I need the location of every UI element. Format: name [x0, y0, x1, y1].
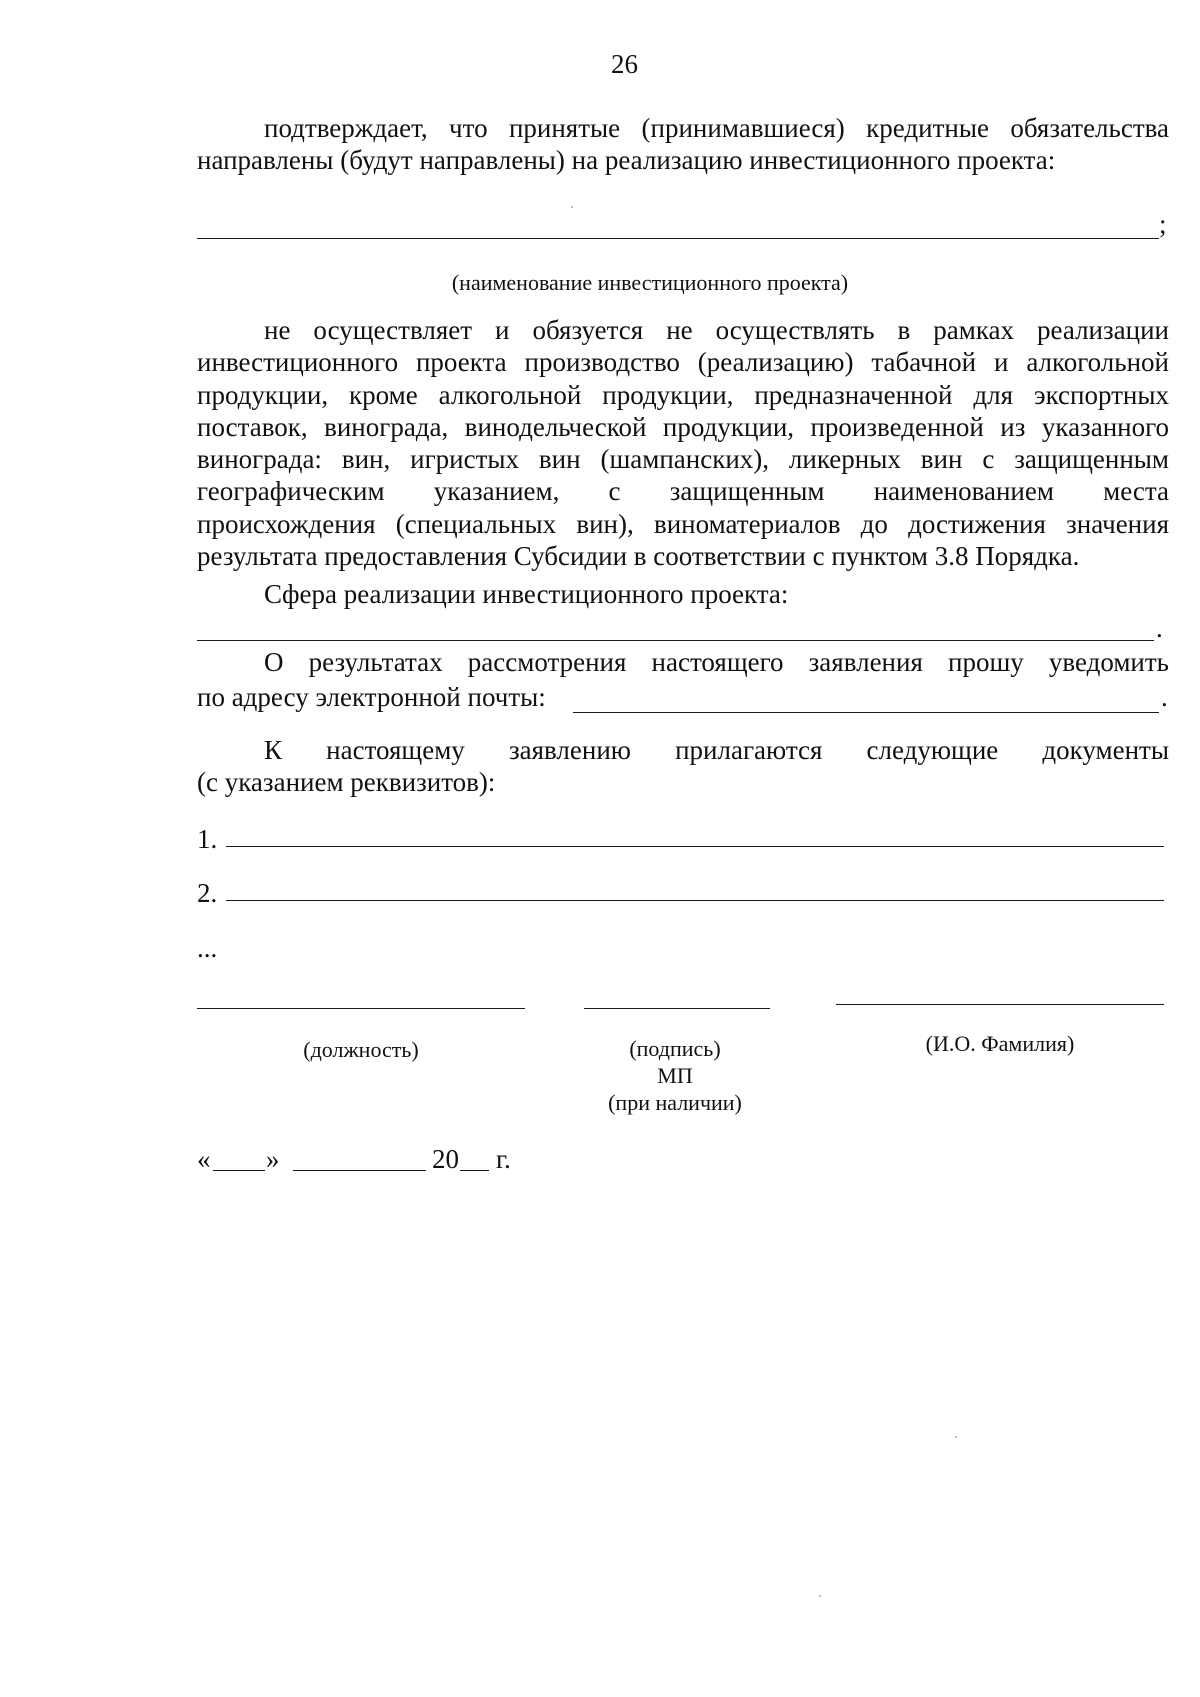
text-line: поставок, винограда, винодельческой продукции, произведенной из указанного [197, 411, 1169, 442]
doc-item-fill-line [226, 846, 1164, 847]
project-line-semicolon: ; [1159, 209, 1167, 239]
name-caption: (И.О. Фамилия) [925, 1031, 1075, 1056]
text-line: К настоящему заявлению прилагаются следующие документы [264, 735, 1169, 765]
text-line: не осуществляет и обязуется не осуществлять в рамках реализации [264, 315, 1169, 345]
text-line: (с указанием реквизитов): [197, 767, 496, 798]
date-close-quote: » [266, 1144, 280, 1174]
paragraph-credit-obligations [197, 112, 1169, 177]
email-label: по адресу электронной почты: [197, 682, 546, 712]
paragraph-attachments [197, 734, 1169, 799]
stamp-note: (при наличии) [608, 1090, 742, 1115]
email-line-period: . [1161, 682, 1168, 712]
position-caption: (должность) [303, 1037, 419, 1062]
date-year-suffix: г. [496, 1144, 511, 1174]
text-line: продукции, кроме алкогольной продукции, предназначенной для экспортных [197, 379, 1169, 410]
scan-speck [571, 206, 573, 208]
paragraph-obligations [197, 314, 1169, 572]
signature-caption: (подпись) [629, 1036, 721, 1061]
doc-item-number: 2. [197, 878, 218, 908]
position-fill-line [197, 1008, 525, 1009]
text-line: винограда: вин, игристых вин (шампанских), ликерных вин с защищенным [197, 444, 1169, 475]
date-month-fill-line [293, 1170, 426, 1171]
scan-speck [819, 1595, 821, 1597]
signature-fill-line [584, 1008, 770, 1009]
sphere-line-period: . [1156, 613, 1163, 643]
text-line: географическим указанием, с защищенным наименованием места [197, 476, 1169, 507]
date-day-fill-line [213, 1170, 265, 1171]
list-ellipsis: ... [197, 933, 218, 963]
text-line: происхождения (специальных вин), виноматериалов до достижения значения [197, 508, 1169, 539]
page-number: 26 [611, 49, 638, 79]
date-year-prefix: 20 [432, 1144, 459, 1174]
project-name-caption: (наименование инвестиционного проекта) [451, 270, 849, 295]
project-name-fill-line [197, 238, 1159, 239]
text-line: инвестиционного проекта производство (реализацию) табачной и алкогольной [197, 347, 1169, 378]
doc-item-fill-line [226, 900, 1164, 901]
stamp-caption: МП [657, 1063, 693, 1088]
email-fill-line [573, 712, 1159, 713]
name-fill-line [836, 1004, 1164, 1005]
text-line: О результатах рассмотрения настоящего заявления прошу уведомить [264, 647, 1169, 677]
date-year-fill-line [460, 1170, 489, 1171]
sphere-label: Сфера реализации инвестиционного проекта: [264, 579, 789, 609]
text-line: результата предоставления Субсидии в соответствии с пунктом 3.8 Порядка. [197, 541, 1080, 572]
paragraph-notification [197, 646, 1169, 678]
doc-item-number: 1. [197, 824, 218, 854]
date-open-quote: « [197, 1144, 211, 1174]
sphere-fill-line [197, 640, 1154, 641]
text-line: подтверждает, что принятые (принимавшиеся) кредитные обязательства [264, 113, 1169, 143]
scan-speck [955, 1436, 957, 1438]
text-line: направлены (будут направлены) на реализацию инвестиционного проекта: [197, 145, 1056, 176]
